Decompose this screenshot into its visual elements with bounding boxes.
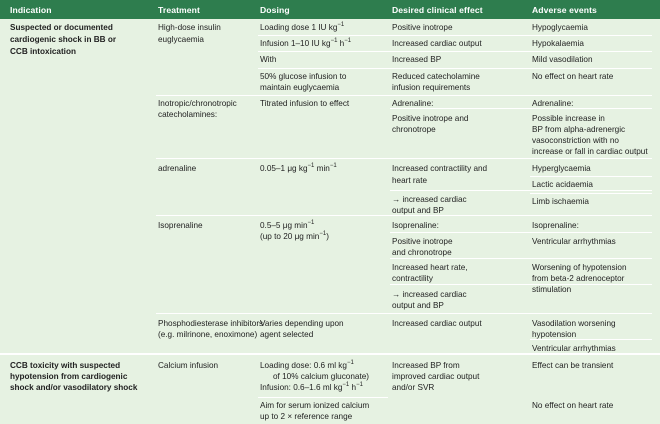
adverse-item: vasoconstriction with no [532,136,619,145]
treatment-line: Phosphodiesterase inhibitors [158,319,264,328]
adverse-item: increase or fall in cardiac output [532,147,648,156]
row-divider [156,158,652,159]
effect-item: Positive inotrope [392,237,453,246]
row-divider [390,190,652,191]
dosing-text: Varies depending upon [260,319,344,328]
treatment-line: euglycaemia [158,35,204,44]
effect-item: and/or SVR [392,383,435,392]
adverse-item: Effect can be transient [532,361,614,370]
row-divider [258,35,652,36]
effect-item: Increased cardiac output [392,39,482,48]
adverse-item: Possible increase in [532,114,605,123]
dosing-text: agent selected [260,330,314,339]
header-desired-effect: Desired clinical effect [392,5,483,15]
indication-line: Suspected or documented [10,23,113,32]
dosing-with: With [260,55,277,64]
dosing-aim: Aim for serum ionized calcium [260,401,370,410]
adverse-item: Ventricular arrhythmias [532,344,616,353]
row-divider [156,313,652,314]
adverse-heading: Adrenaline: [532,99,574,108]
adverse-item: Lactic acidaemia [532,180,593,189]
effect-heading: Isoprenaline: [392,221,439,230]
effect-item: improved cardiac output [392,372,480,381]
adverse-item: Limb ischaemia [532,197,589,206]
row-divider [156,95,652,96]
row-divider [390,284,652,285]
treatment-line: Isoprenaline [158,221,203,230]
row-divider [258,397,388,398]
effect-item: Positive inotrope [392,23,453,32]
effect-item: Increased heart rate, [392,263,468,272]
effect-item: infusion requirements [392,83,471,92]
adverse-item: Hypokalaemia [532,39,584,48]
effect-item: → increased cardiac [392,195,467,204]
dosing-infusion: Infusion 1–10 IU $kg^{-1}$ $h^{-1}$ [260,38,352,48]
adverse-item: hypotension [532,330,577,339]
effect-item: output and BP [392,206,444,215]
dosing-aim: up to 2 × reference range [260,412,353,421]
adverse-item: BP from alpha-adrenergic [532,125,626,134]
effect-item: Increased BP [392,55,442,64]
indication-line: CCB toxicity with suspected [10,361,121,370]
effect-item: and chronotrope [392,248,452,257]
adverse-item: Mild vasodilation [532,55,593,64]
dosing-glucose: maintain euglycaemia [260,83,340,92]
effect-item: chronotrope [392,125,436,134]
treatment-line: catecholamines: [158,110,218,119]
treatment-line: adrenaline [158,164,197,173]
treatment-line: (e.g. milrinone, enoximone) [158,330,258,339]
effect-item: Increased cardiac output [392,319,482,328]
effect-item: Increased contractility and [392,164,488,173]
dosing-text: (up to 20 μg $\min^{-1}$) [260,231,329,241]
row-divider [390,258,652,259]
effect-heading: Adrenaline: [392,99,434,108]
adverse-heading: Isoprenaline: [532,221,579,230]
effect-item: Positive inotrope and [392,114,469,123]
adverse-item: Vasodilation worsening [532,319,616,328]
treatment-line: Calcium infusion [158,361,219,370]
dosing-text: 0.5–5 μg $\min^{-1}$ [260,220,315,230]
header-indication: Indication [10,5,52,15]
header-dosing: Dosing [260,5,290,15]
row-divider [258,68,652,69]
row-divider [258,51,652,52]
dosing-infusion: Infusion: 0.6–1.6 ml $kg^{-1}$ $h^{-1}$ [260,382,363,392]
adverse-item: Hyperglycaemia [532,164,591,173]
dosing-loading-detail: of 10% calcium gluconate) [273,372,370,381]
effect-item: contractility [392,274,433,283]
indication-line: shock and/or vasodilatory shock [10,383,138,392]
adverse-item: No effect on heart rate [532,72,614,81]
indication-line: CCB intoxication [10,47,76,56]
adverse-item: No effect on heart rate [532,401,614,410]
indication-line: cardiogenic shock in BB or [10,35,117,44]
adverse-item: Ventricular arrhythmias [532,237,616,246]
dosing-text: Titrated infusion to effect [260,99,350,108]
treatment-line: High-dose insulin [158,23,221,32]
indication-line: hypotension from cardiogenic [10,372,128,381]
header-adverse-events: Adverse events [532,5,597,15]
adverse-item: stimulation [532,285,572,294]
effect-item: Increased BP from [392,361,460,370]
effect-item: heart rate [392,176,428,185]
adverse-item: Worsening of hypotension [532,263,627,272]
header-treatment: Treatment [158,5,200,15]
dosing-text: 0.05–1 μg $kg^{-1}$ $\min^{-1}$ [260,163,337,173]
adverse-item: Hypoglycaemia [532,23,588,32]
effect-item: output and BP [392,301,444,310]
effect-item: Reduced catecholamine [392,72,480,81]
dosing-glucose: 50% glucose infusion to [260,72,347,81]
dosing-loading: Loading dose: 0.6 ml $kg^{-1}$ [260,360,354,370]
row-divider [390,232,652,233]
dosing-loading: Loading dose 1 IU $kg^{-1}$ [260,22,345,32]
treatment-line: Inotropic/chronotropic [158,99,237,108]
adverse-item: from beta-2 adrenoceptor [532,274,625,283]
effect-item: → increased cardiac [392,290,467,299]
row-divider [530,193,652,194]
row-divider [530,176,652,177]
